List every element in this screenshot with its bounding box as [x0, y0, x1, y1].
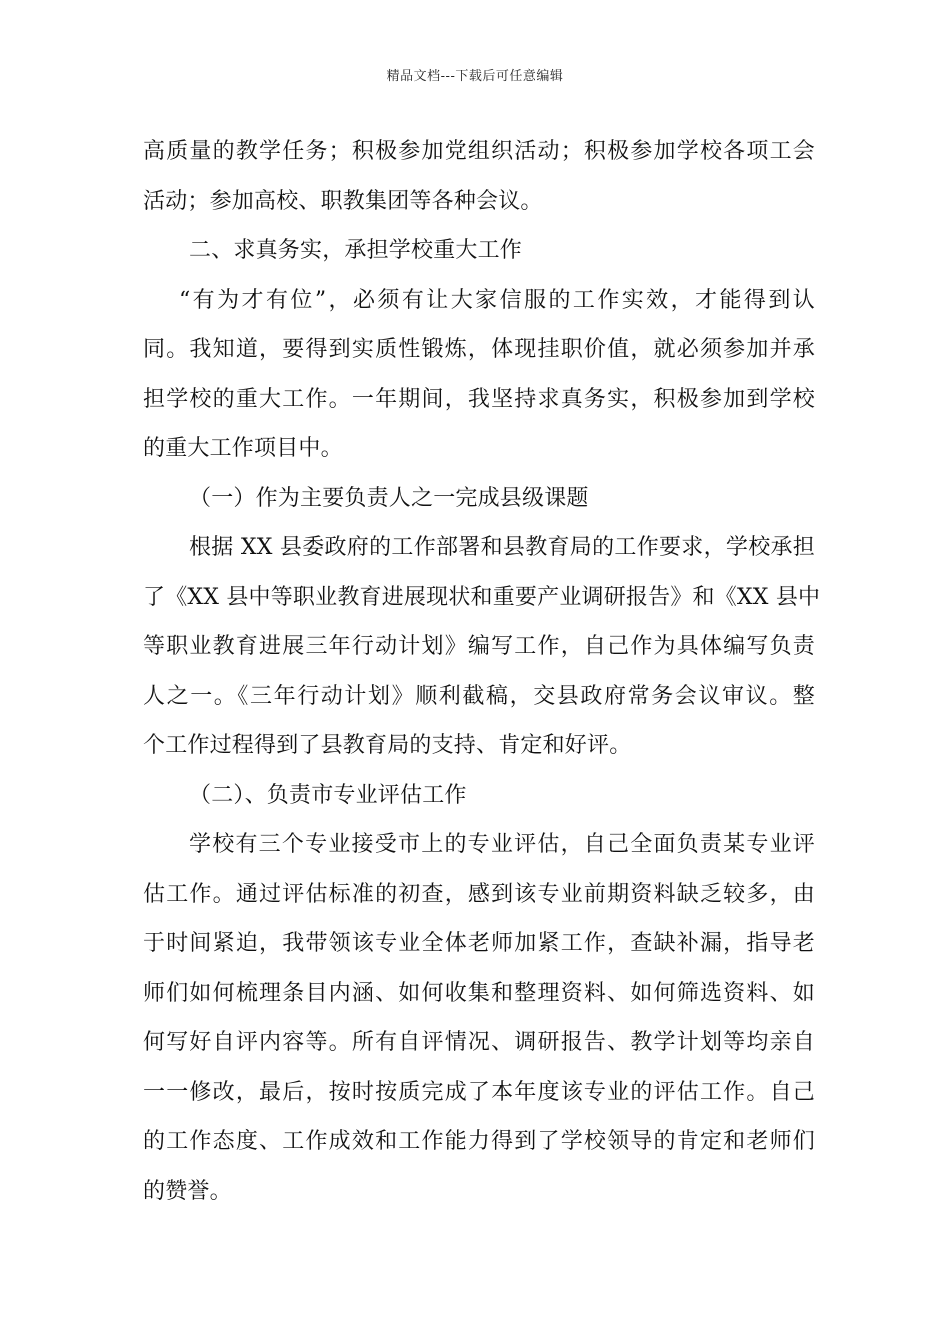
paragraph-line: 担学校的重大工作。一年期间，我坚持求真务实，积极参加到学校	[143, 386, 815, 412]
paragraph-line: 人之一。《三年行动计划》顺利截稿，交县政府常务会议审议。整	[143, 683, 815, 709]
paragraph-line: 的重大工作项目中。	[143, 436, 343, 461]
paragraph-line: 于时间紧迫，我带领该专业全体老师加紧工作，查缺补漏，指导老	[143, 931, 815, 956]
paragraph-line: 个工作过程得到了县教育局的支持、肯定和好评。	[143, 733, 632, 758]
page-header: 精品文档---下载后可任意编辑	[386, 69, 564, 84]
section-heading: 二、求真务实，承担学校重大工作	[189, 238, 523, 263]
paragraph-line: 活动；参加高校、职教集团等各种会议。	[143, 188, 543, 214]
paragraph-line: 高质量的教学任务；积极参加党组织活动；积极参加学校各项工会	[143, 139, 815, 164]
subsection-heading: （一）作为主要负责人之一完成县级课题	[189, 485, 589, 511]
subsection-heading: （二）、负责市专业评估工作	[189, 782, 467, 808]
paragraph-line: 学校有三个专业接受市上的专业评估，自己全面负责某专业评	[189, 832, 815, 857]
document-body	[143, 127, 821, 1216]
paragraph-line: 师们如何梳理条目内涵、如何收集和整理资料、如何筛选资料、如	[143, 980, 815, 1006]
paragraph-line: 何写好自评内容等。所有自评情况、调研报告、教学计划等均亲自	[143, 1030, 815, 1055]
paragraph-line: 根据 XX 县委政府的工作部署和县教育局的工作要求，学校承担	[189, 535, 815, 560]
paragraph-line: 一一修改，最后，按时按质完成了本年度该专业的评估工作。自己	[143, 1079, 815, 1105]
paragraph-line: 的工作态度、工作成效和工作能力得到了学校领导的肯定和老师们	[143, 1129, 815, 1154]
paragraph-line: “有为才有位”，必须有让大家信服的工作实效，才能得到认	[179, 287, 815, 313]
paragraph-line: 了《XX 县中等职业教育进展现状和重要产业调研报告》和《XX 县中	[143, 584, 821, 610]
paragraph-line: 等职业教育进展三年行动计划》编写工作，自己作为具体编写负责	[143, 634, 815, 659]
paragraph-line: 的赞誉。	[143, 1178, 232, 1204]
paragraph-line: 估工作。通过评估标准的初查，感到该专业前期资料缺乏较多，由	[143, 881, 815, 907]
paragraph-line: 同。我知道，要得到实质性锻炼，体现挂职价值，就必须参加并承	[143, 337, 815, 362]
